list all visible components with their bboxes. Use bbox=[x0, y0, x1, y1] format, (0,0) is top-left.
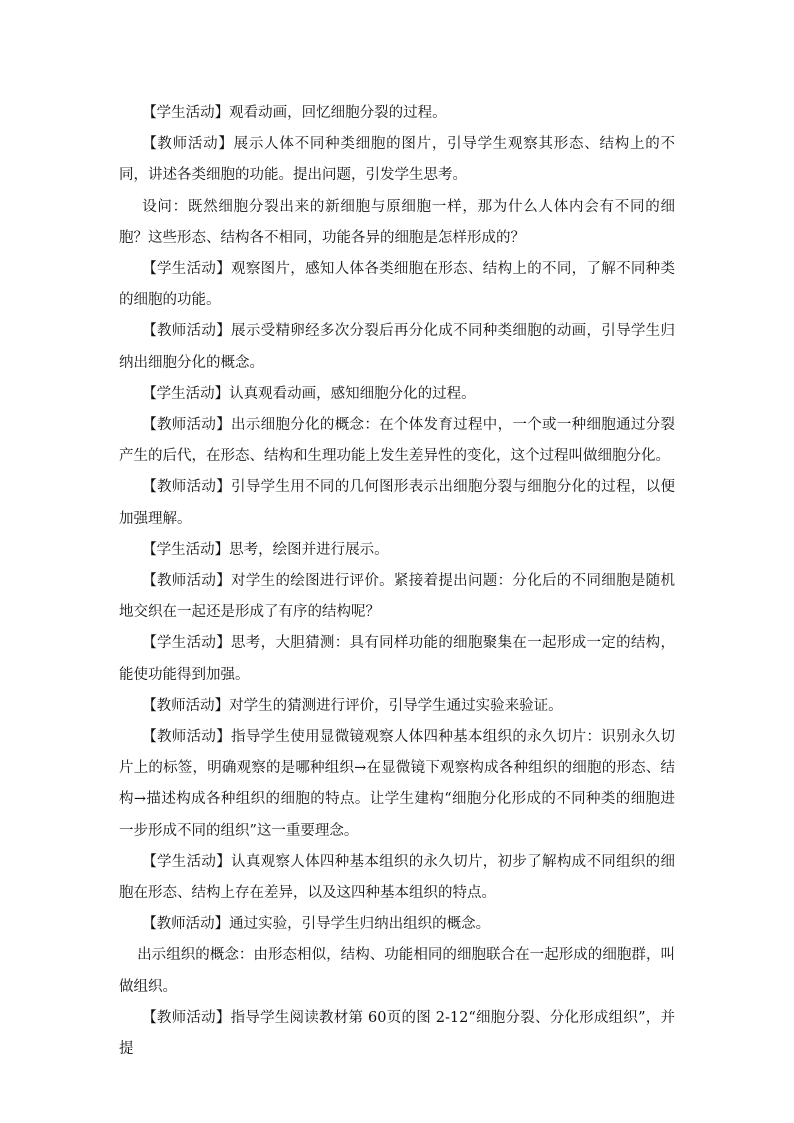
paragraph-student-activity-5: 【学生活动】思考，大胆猜测：具有同样功能的细胞聚集在一起形成一定的结构，能使功能得到加强。 bbox=[119, 635, 675, 683]
paragraph-student-activity-1: 【学生活动】观看动画，回忆细胞分裂的过程。 bbox=[142, 105, 447, 121]
paragraph-teacher-activity-8: 【教师活动】通过实验，引导学生归纳出组织的概念。 bbox=[142, 916, 491, 933]
paragraph-teacher-activity-4: 【教师活动】引导学生用不同的几何图形表示出细胞分裂与细胞分化的过程，以便加强理解。 bbox=[119, 479, 675, 527]
document-page bbox=[119, 98, 675, 1065]
paragraph-teacher-activity-9: 【教师活动】指导学生阅读教材第 60页的图 2-12“细胞分裂、分化形成组织”，并提 bbox=[119, 1009, 675, 1058]
paragraph-question: 设问：既然细胞分裂出来的新细胞与原细胞一样，那为什么人体内会有不同的细胞？这些形态、结构各不相同，功能各异的细胞是怎样形成的？ bbox=[119, 198, 675, 246]
paragraph-student-activity-2: 【学生活动】观察图片，感知人体各类细胞在形态、结构上的不同，了解不同种类的细胞的功能。 bbox=[119, 261, 675, 309]
paragraph-teacher-activity-2: 【教师活动】展示受精卵经多次分裂后再分化成不同种类细胞的动画，引导学生归纳出细胞分化的概念。 bbox=[119, 323, 675, 371]
paragraph-teacher-activity-5: 【教师活动】对学生的绘图进行评价。紧接着提出问题：分化后的不同细胞是随机地交织在一起还是形成了有序的结构呢？ bbox=[119, 573, 675, 621]
paragraph-teacher-activity-3: 【教师活动】出示细胞分化的概念：在个体发育过程中，一个或一种细胞通过分裂产生的后代，在形态、结构和生理功能上发生差异性的变化，这个过程叫做细胞分化。 bbox=[119, 417, 675, 465]
paragraph-student-activity-4: 【学生活动】思考，绘图并进行展示。 bbox=[142, 541, 389, 558]
paragraph-student-activity-3: 【学生活动】认真观看动画，感知细胞分化的过程。 bbox=[142, 385, 476, 402]
paragraph-teacher-activity-1: 【教师活动】展示人体不同种类细胞的图片，引导学生观察其形态、结构上的不同，讲述各类细胞的功能。提出问题，引发学生思考。 bbox=[119, 136, 675, 184]
paragraph-student-activity-6: 【学生活动】认真观察人体四种基本组织的永久切片，初步了解构成不同组织的细胞在形态、结构上存在差异，以及这四种基本组织的特点。 bbox=[119, 853, 675, 902]
paragraph-teacher-activity-6: 【教师活动】对学生的猜测进行评价，引导学生通过实验来验证。 bbox=[142, 697, 563, 714]
paragraph-tissue-concept: 出示组织的概念：由形态相似，结构、功能相同的细胞联合在一起形成的细胞群，叫做组织。 bbox=[119, 947, 675, 995]
paragraph-teacher-activity-7: 【教师活动】指导学生使用显微镜观察人体四种基本组织的永久切片：识别永久切片上的标签，明确观察的是哪种组织→在显微镜下观察构成各种组织的细胞的形态、结构→描述构成各种组织的细胞的特点。让学生建构“细胞分化形成的不同种类的细胞进一步形成不同的组织”这一重要理念。 bbox=[119, 729, 675, 839]
